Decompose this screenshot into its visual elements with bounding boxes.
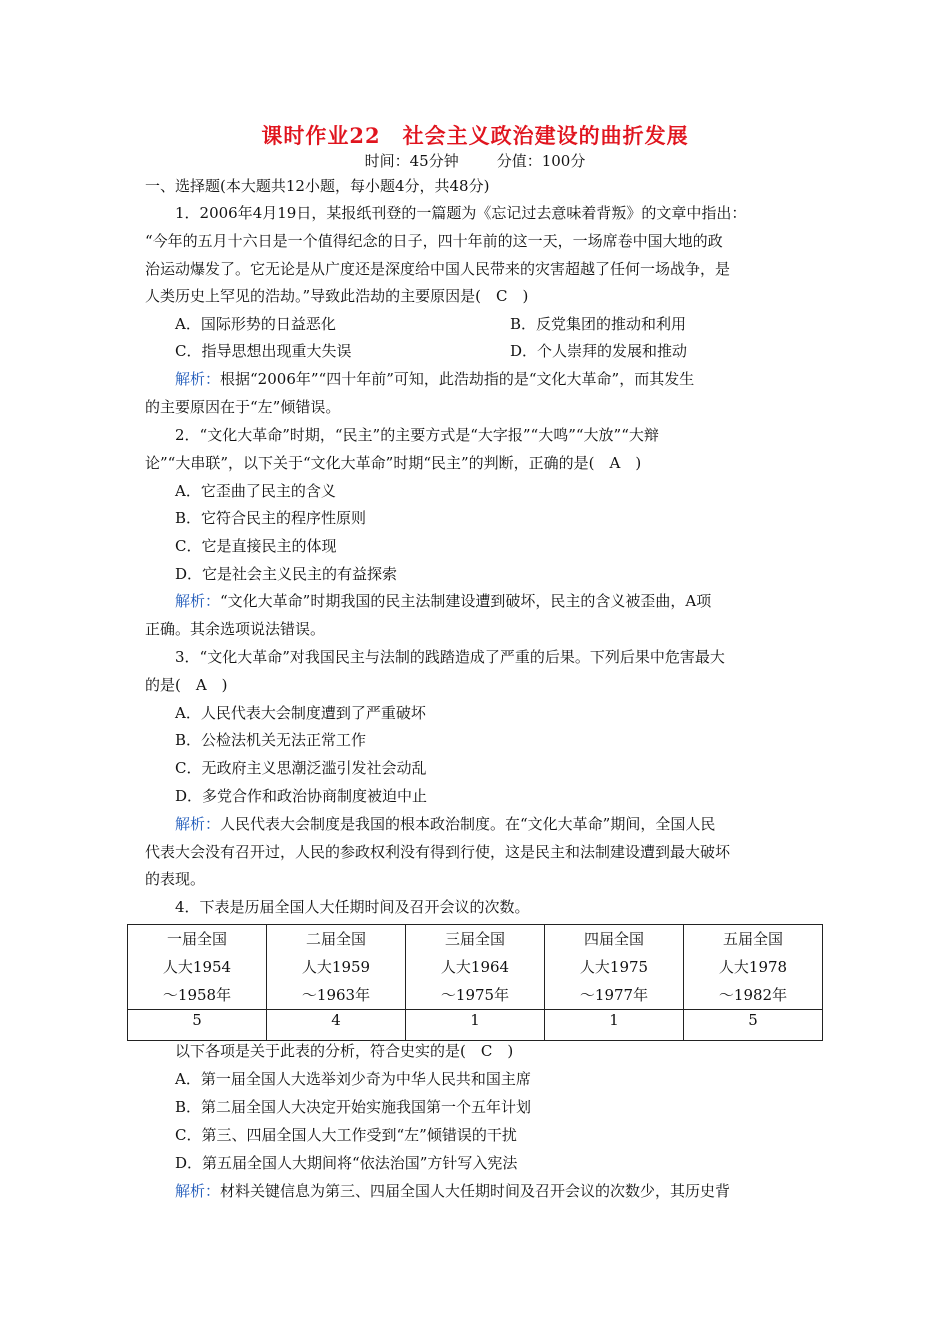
table-header-cell: 三届全国 人大1964 ～1975年: [406, 925, 545, 1010]
q3-explanation-2: 代表大会没有召开过，人民的参政权利没有得到行使，这是民主和法制建设遭到最大破坏: [145, 843, 731, 861]
q1-line-4: 人类历史上罕见的浩劫。”导致此浩劫的主要原因是( C ): [145, 287, 529, 305]
table-cell: 4: [267, 1010, 406, 1041]
q3-explanation-label: 解析：: [175, 815, 221, 833]
q3-line-1: 3．“文化大革命”对我国民主与法制的践踏造成了严重的后果。下列后果中危害最大: [175, 648, 725, 666]
q4-line-1: 4．下表是历届全国人大任期时间及召开会议的次数。: [175, 898, 530, 916]
q1-option-d: D．个人崇拜的发展和推动: [510, 342, 688, 360]
q4-option-b: B．第二届全国人大决定开始实施我国第一个五年计划: [175, 1098, 532, 1116]
q1-explanation-1: 解析：根据“2006年”“四十年前”可知，此浩劫指的是“文化大革命”，而其发生: [175, 370, 695, 388]
q3-explanation-3: 的表现。: [145, 870, 206, 888]
q2-option-d: D．它是社会主义民主的有益探索: [175, 565, 398, 583]
time-limit: 时间：45分钟: [364, 152, 459, 170]
q4-option-d: D．第五届全国人大期间将“依法治国”方针写入宪法: [175, 1154, 518, 1172]
q1-option-b: B．反党集团的推动和利用: [510, 315, 687, 333]
q2-option-c: C．它是直接民主的体现: [175, 537, 337, 555]
q2-line-1: 2．“文化大革命”时期，“民主”的主要方式是“大字报”“大鸣”“大放”“大辩: [175, 426, 659, 444]
q2-explanation-label: 解析：: [175, 592, 221, 610]
section-heading: 一、选择题(本大题共12小题，每小题4分，共48分): [145, 177, 490, 195]
table-row: [128, 1010, 823, 1041]
table-cell: 5: [684, 1010, 823, 1041]
table-header-row: [128, 925, 823, 1010]
q4-option-a: A．第一届全国人大选举刘少奇为中华人民共和国主席: [175, 1070, 531, 1088]
total-score: 分值：100分: [496, 152, 586, 170]
q1-line-3: 治运动爆发了。它无论是从广度还是深度给中国人民带来的灾害超越了任何一场战争，是: [145, 260, 731, 278]
table-cell: 5: [128, 1010, 267, 1041]
q1-option-c: C．指导思想出现重大失误: [175, 342, 352, 360]
q3-option-c: C．无政府主义思潮泛滥引发社会动乱: [175, 759, 427, 777]
q1-line-1: 1．2006年4月19日，某报纸刊登的一篇题为《忘记过去意味着背叛》的文章中指出：: [175, 204, 747, 222]
table-cell: 1: [406, 1010, 545, 1041]
table-header-cell: 一届全国 人大1954 ～1958年: [128, 925, 267, 1010]
page-title: 课时作业22 社会主义政治建设的曲折发展: [261, 123, 689, 148]
q3-explanation-1: 解析：人民代表大会制度是我国的根本政治制度。在“文化大革命”期间，全国人民: [175, 815, 716, 833]
q3-line-2: 的是( A ): [145, 676, 228, 694]
table-header-cell: 二届全国 人大1959 ～1963年: [267, 925, 406, 1010]
q1-option-a: A．国际形势的日益恶化: [175, 315, 336, 333]
q2-line-2: 论”“大串联”，以下关于“文化大革命”时期“民主”的判断，正确的是( A ): [145, 454, 642, 472]
q1-explanation-2: 的主要原因在于“左”倾错误。: [145, 398, 341, 416]
q2-option-a: A．它歪曲了民主的含义: [175, 482, 336, 500]
q3-option-a: A．人民代表大会制度遭到了严重破坏: [175, 704, 426, 722]
q1-explanation-label: 解析：: [175, 370, 221, 388]
table-header-cell: 五届全国 人大1978 ～1982年: [684, 925, 823, 1010]
table-cell: 1: [545, 1010, 684, 1041]
q1-line-2: “今年的五月十六日是一个值得纪念的日子，四十年前的这一天，一场席卷中国大地的政: [145, 232, 723, 250]
q2-explanation-2: 正确。其余选项说法错误。: [145, 620, 326, 638]
q4-line-2: 以下各项是关于此表的分析，符合史实的是( C ): [175, 1042, 514, 1060]
table-header-cell: 四届全国 人大1975 ～1977年: [545, 925, 684, 1010]
q4-explanation-label: 解析：: [175, 1182, 221, 1200]
q3-option-d: D．多党合作和政治协商制度被迫中止: [175, 787, 428, 805]
q2-option-b: B．它符合民主的程序性原则: [175, 509, 367, 527]
q2-explanation-1: 解析：“文化大革命”时期我国的民主法制建设遭到破坏，民主的含义被歪曲，A项: [175, 592, 712, 610]
q4-option-c: C．第三、四届全国人大工作受到“左”倾错误的干扰: [175, 1126, 517, 1144]
q3-option-b: B．公检法机关无法正常工作: [175, 731, 367, 749]
q4-explanation-1: 解析：材料关键信息为第三、四届全国人大任期时间及召开会议的次数少，其历史背: [175, 1182, 731, 1200]
exam-meta: [0, 150, 950, 171]
npc-sessions-table: [127, 924, 823, 1041]
